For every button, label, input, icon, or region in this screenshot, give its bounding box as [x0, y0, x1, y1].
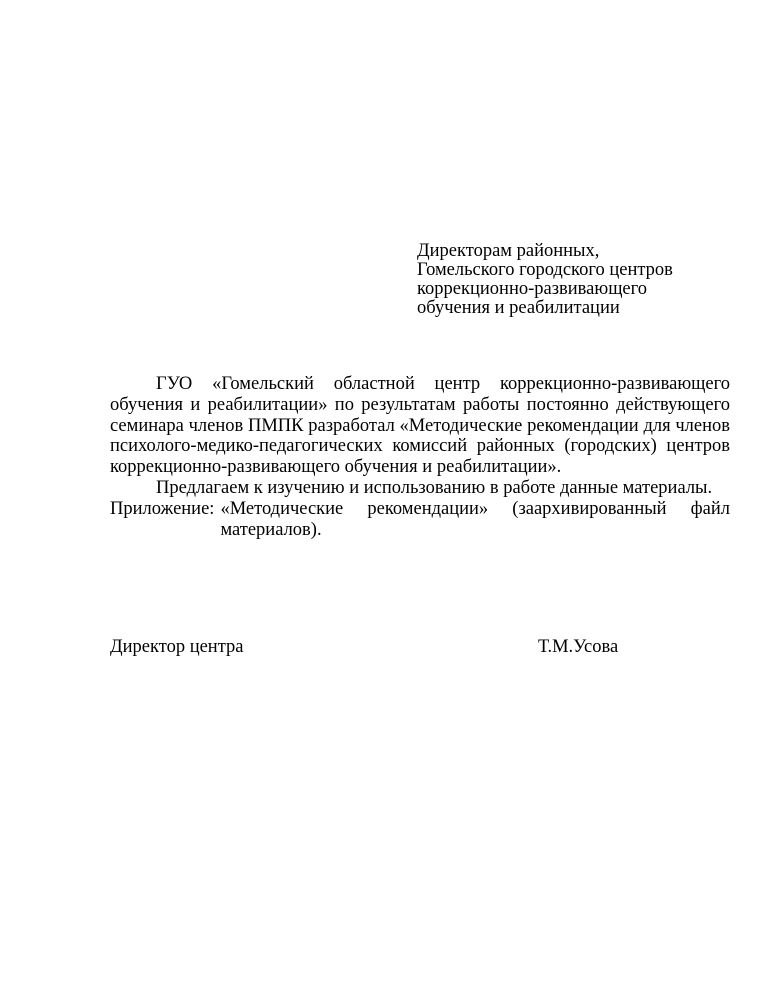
addressee-line: Гомельского городского центров [417, 260, 673, 280]
signature-name: Т.М.Усова [538, 637, 619, 657]
attachment-line [110, 499, 730, 541]
attachment-label: Приложение: [110, 498, 215, 519]
signature-block [110, 637, 730, 659]
body-paragraph-main: ГУО «Гомельский областной центр коррекционно-развивающего обучения и реабилитации» по результатам работы постоянно действующего семинара членов ПМПК разработал «Методические рекомендации для членов психолого-медико-педагогических комиссий районных (городских) центров коррекционно-развивающего обучения и реабилитации». [110, 374, 730, 478]
letter-body [110, 374, 730, 540]
body-paragraph-offer: Предлагаем к изучению и использованию в работе данные материалы. [156, 477, 713, 498]
addressee-block [417, 242, 737, 318]
addressee-line: Директорам районных, [417, 241, 600, 261]
attachment-text: «Методические рекомендации» (заархивированный файл материалов). [220, 498, 730, 540]
addressee-line: коррекционно-развивающего [417, 279, 648, 299]
signature-title: Директор центра [110, 637, 244, 657]
addressee-line: обучения и реабилитации [417, 298, 620, 318]
